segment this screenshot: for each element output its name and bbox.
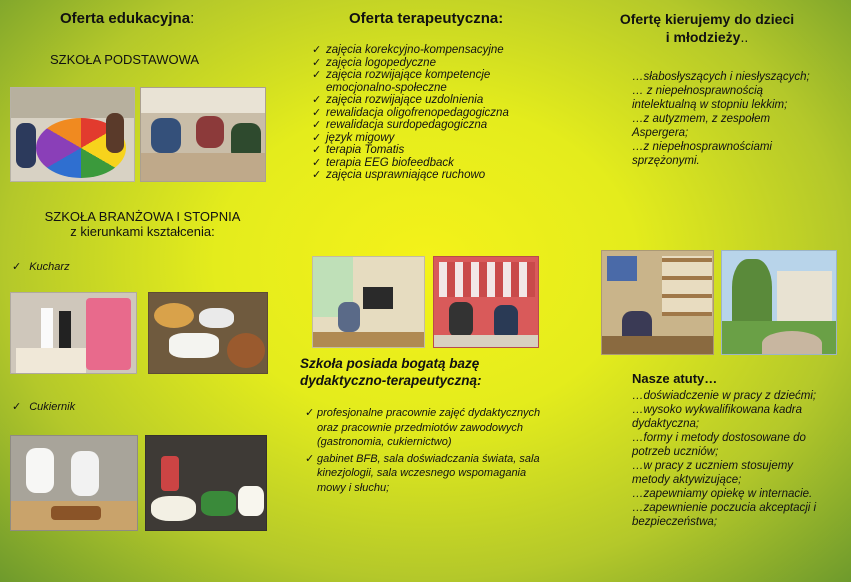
photo-buffet-table [148,292,268,374]
list-item: ✓ zajęcia usprawniające ruchowo [310,169,555,182]
photo-confectioner-students [10,435,138,531]
list-item: ✓ terapia Tomatis [310,144,555,157]
list-item: …formy i metody dostosowane do potrzeb uczniów; [632,432,806,458]
photo-computer-room [312,256,425,348]
primary-school-heading: SZKOŁA PODSTAWOWA [50,52,200,67]
strengths-list [632,389,847,529]
checkmark-icon: ✓ [12,401,22,413]
vocational-school-heading: SZKOŁA BRANŻOWA I STOPNIA z kierunkami kształcenia: [44,209,241,239]
education-title: Oferta edukacyjna: [60,10,195,27]
column-education [0,0,285,582]
direction-item-confectioner: ✓ Cukiernik [12,401,76,413]
list-item: …w pracy z uczniem stosujemy metody aktywizujące; [632,460,794,486]
list-item: ✓ język migowy [310,132,555,145]
list-item: …z autyzmem, z zespołem Aspergera; [632,113,771,139]
audience-title: Ofertę kierujemy do dzieci i młodzieży.. [619,11,795,45]
list-item: ✓ terapia EEG biofeedback [310,157,555,170]
direction-item-cook: ✓ Kucharz [12,261,70,273]
list-item: ✓ zajęcia rozwijające uzdolnienia [310,94,555,107]
photo-cook-students [10,292,137,374]
column-therapy [285,0,570,582]
column-audience [570,0,851,582]
therapy-title: Oferta terapeutyczna: [349,10,504,27]
photo-cakes-display [145,435,267,531]
list-item: ✓ gabinet BFB, sala doświadczania świata, sala kinezjologii, sala wczesnego wspomagania mowy i słuchu; [303,452,543,496]
checkmark-icon: ✓ [12,261,22,273]
strengths-title: Nasze atuty… [632,371,718,386]
list-item: ✓ rewalidacja surdopedagogiczna [310,119,555,132]
photo-therapy-room [433,256,539,348]
list-item: …słabosłyszących i niesłyszących; [632,71,810,83]
list-item: … z niepełnosprawnością intelektualną w stopniu lekkim; [632,85,788,111]
list-item: ✓ profesjonalne pracownie zajęć dydaktycznych oraz pracownie przedmiotów zawodowych (gastronomia, cukiernictwo) [303,406,553,450]
photo-primary-school-circle [10,87,135,182]
list-item: …zapewniamy opiekę w internacie. [632,488,813,500]
base-list [303,406,563,495]
base-heading: Szkoła posiada bogatą bazę dydaktyczno-terapeutyczną: [300,356,482,388]
list-item: …zapewnienie poczucia akceptacji i bezpieczeństwa; [632,502,817,528]
list-item: ✓ zajęcia logopedyczne [310,57,555,70]
list-item: …z niepełnosprawnościami sprzężonymi. [632,141,772,167]
list-item: ✓ rewalidacja oligofrenopedagogiczna [310,107,555,120]
photo-classroom [601,250,714,355]
list-item: …wysoko wykwalifikowana kadra dydaktyczna; [632,404,803,430]
therapy-list [310,44,555,182]
audience-list [632,70,842,168]
list-item: ✓ zajęcia korekcyjno-kompensacyjne [310,44,555,57]
photo-school-building [721,250,837,355]
list-item: …doświadczenie w pracy z dziećmi; [632,390,817,402]
list-item: ✓ zajęcia rozwijające kompetencje emocjonalno-społeczne [310,69,520,94]
photo-primary-school-desks [140,87,266,182]
